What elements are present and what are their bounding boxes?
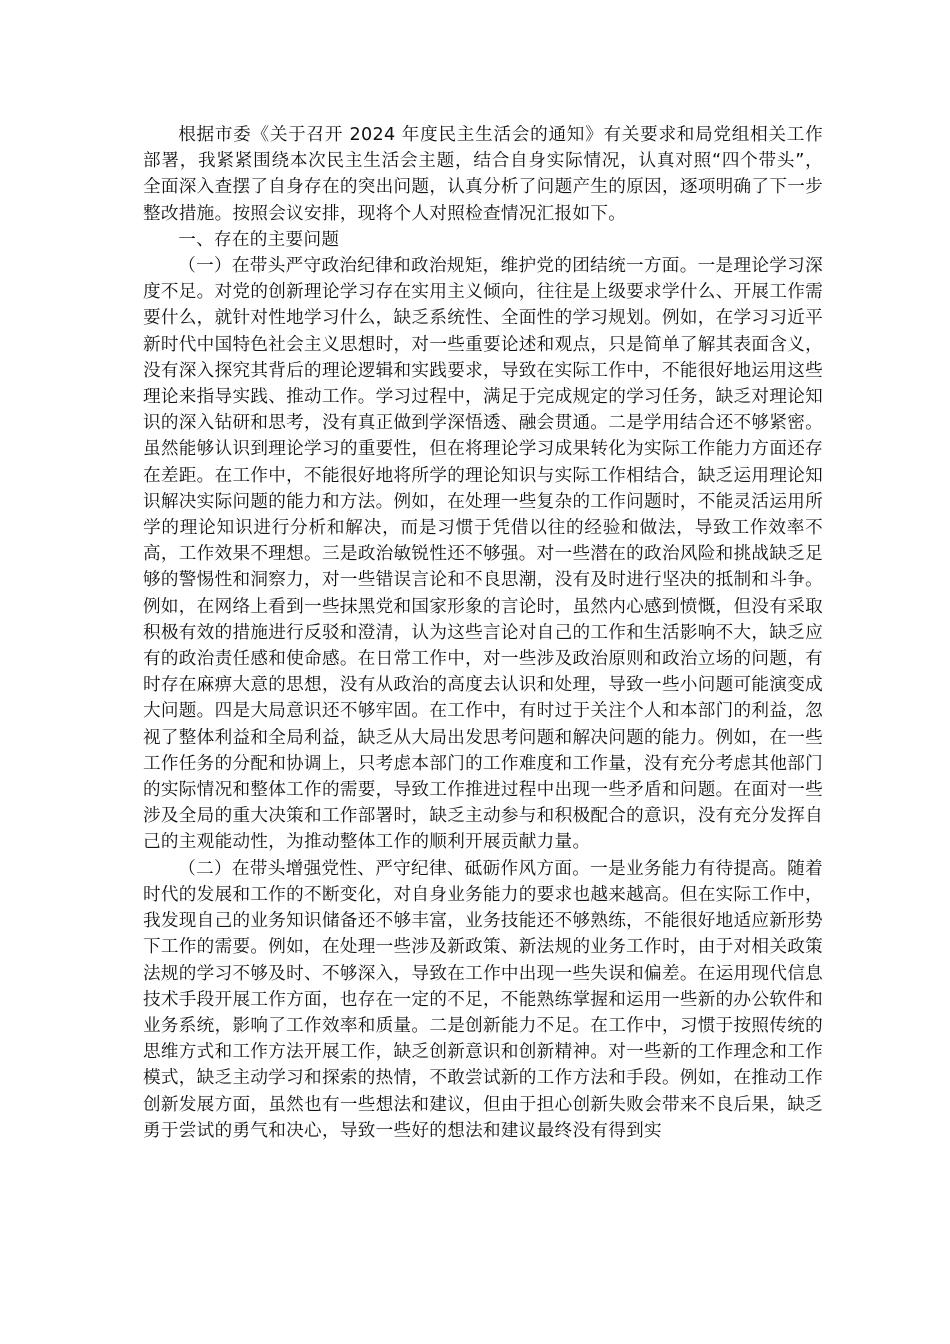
section-item-paragraph: （二）在带头增强党性、严守纪律、砥砺作风方面。一是业务能力有待提高。随着时代的发展和工作的不断变化，对自身业务能力的要求也越来越高。但在实际工作中，我发现自己的业务知识储备还不够丰富，业务技能还不够熟练，不能很好地适应新形势下工作的需要。例如，在处理一些涉及新政策、新法规的业务工作时，由于对相关政策法规的学习不够及时、不够深入，导致在工作中出现一些失误和偏差。在运用现代信息技术手段开展工作方面，也存在一定的不足，不能熟练掌握和运用一些新的办公软件和业务系统，影响了工作效率和质量。二是创新能力不足。在工作中，习惯于按照传统的思维方式和工作方法开展工作，缺乏创新意识和创新精神。对一些新的工作理念和工作模式，缺乏主动学习和探索的热情，不敢尝试新的工作方法和手段。例如，在推动工作创新发展方面，虽然也有一些想法和建议，但由于担心创新失败会带来不良后果，缺乏勇于尝试的勇气和决心，导致一些好的想法和建议最终没有得到实 [143, 858, 823, 1141]
document-body [143, 122, 823, 1144]
section-heading: 一、存在的主要问题 [178, 229, 340, 250]
section-item-paragraph: （一）在带头严守政治纪律和政治规矩，维护党的团结统一方面。一是理论学习深度不足。对党的创新理论学习存在实用主义倾向，往往是上级要求学什么、开展工作需要什么，就针对性地学习什么，缺乏系统性、全面性的学习规划。例如，在学习习近平新时代中国特色社会主义思想时，对一些重要论述和观点，只是简单了解其表面含义，没有深入探究其背后的理论逻辑和实践要求，导致在实际工作中，不能很好地运用这些理论来指导实践、推动工作。学习过程中，满足于完成规定的学习任务，缺乏对理论知识的深入钻研和思考，没有真正做到学深悟透、融会贯通。二是学用结合还不够紧密。虽然能够认识到理论学习的重要性，但在将理论学习成果转化为实际工作能力方面还存在差距。在工作中，不能很好地将所学的理论知识与实际工作相结合，缺乏运用理论知识解决实际问题的能力和方法。例如，在处理一些复杂的工作问题时，不能灵活运用所学的理论知识进行分析和解决，而是习惯于凭借以往的经验和做法，导致工作效率不高，工作效果不理想。三是政治敏锐性还不够强。对一些潜在的政治风险和挑战缺乏足够的警惕性和洞察力，对一些错误言论和不良思潮，没有及时进行坚决的抵制和斗争。例如，在网络上看到一些抹黑党和国家形象的言论时，虽然内心感到愤慨，但没有采取积极有效的措施进行反驳和澄清，认为这些言论对自己的工作和生活影响不大，缺乏应有的政治责任感和使命感。在日常工作中，对一些涉及政治原则和政治立场的问题，有时存在麻痹大意的思想，没有从政治的高度去认识和处理，导致一些小问题可能演变成大问题。四是大局意识还不够牢固。在工作中，有时过于关注个人和本部门的利益，忽视了整体利益和全局利益，缺乏从大局出发思考问题和解决问题的能力。例如，在一些工作任务的分配和协调上，只考虑本部门的工作难度和工作量，没有充分考虑其他部门的实际情况和整体工作的需要，导致工作推进过程中出现一些矛盾和问题。在面对一些涉及全局的重大决策和工作部署时，缺乏主动参与和积极配合的意识，没有充分发挥自己的主观能动性，为推动整体工作的顺利开展贡献力量。 [143, 256, 823, 853]
intro-paragraph: 根据市委《关于召开 2024 年度民主生活会的通知》有关要求和局党组相关工作部署，我紧紧围绕本次民主生活会主题，结合自身实际情况，认真对照“四个带头”，全面深入查摆了自身存在的突出问题，认真分析了问题产生的原因，逐项明确了下一步整改措施。按照会议安排，现将个人对照检查情况汇报如下。 [143, 125, 823, 224]
